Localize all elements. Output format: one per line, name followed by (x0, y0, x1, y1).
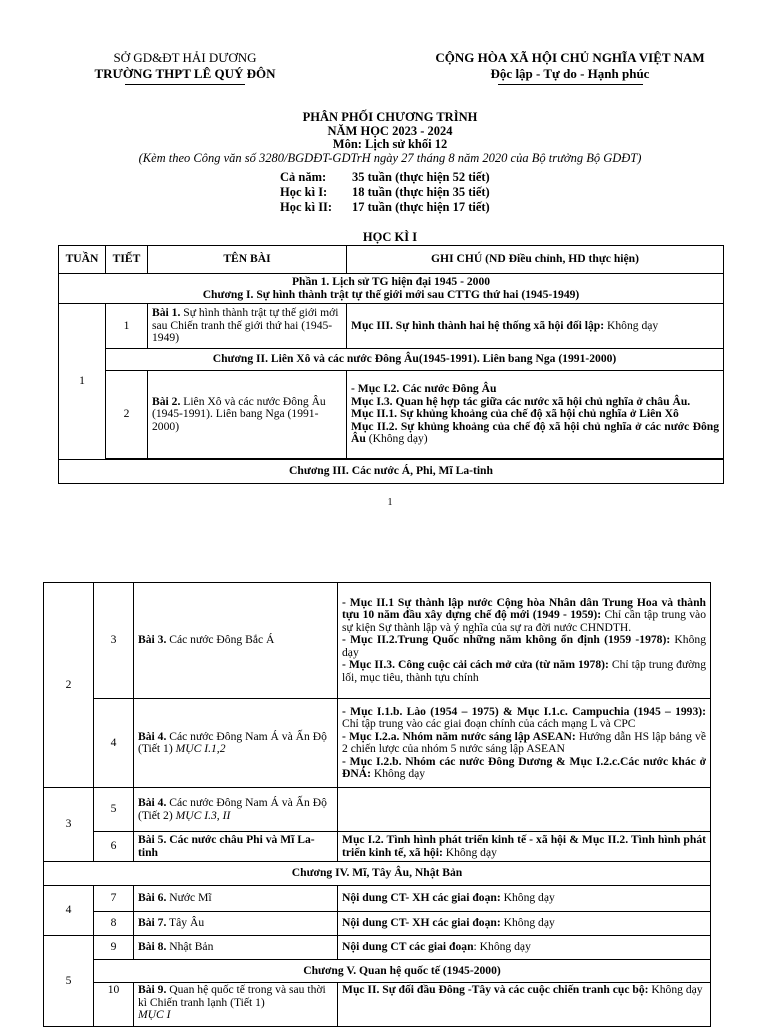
note-cell (338, 983, 711, 1027)
note-line (351, 421, 719, 446)
schedule-table-page2 (43, 582, 711, 1027)
lesson-number: Bài 9. (138, 983, 167, 996)
lesson-title: Sự hình thành trật tự thế giới mới sau Chiến tranh thế giới thứ hai (1945-1949) (152, 306, 339, 345)
note-text: Không dạy (648, 983, 703, 996)
col-header-note: GHI CHÚ (ND Điều chỉnh, HD thực hiện) (347, 246, 724, 274)
doc-title: PHÂN PHỐI CHƯƠNG TRÌNH (302, 110, 478, 124)
lesson-number: Bài 8. (138, 940, 167, 954)
note-bold: - Mục I.2.a. Nhóm năm nước sáng lập ASEAN: (342, 729, 576, 743)
table-row (44, 936, 711, 960)
header-left (70, 50, 300, 85)
lesson-cell (148, 371, 347, 459)
section-row (44, 960, 711, 983)
lesson-cell (134, 699, 338, 788)
note-bold: Mục I.2. Tình hình phát triển kinh tế - xã hội & Mục II.2. Tình hình phát triển kinh tế, xã hội: (342, 833, 706, 859)
table-row (44, 788, 711, 832)
week-cell: 2 (44, 583, 94, 788)
lesson-section: MỤC I (138, 1008, 171, 1021)
note-line (342, 597, 706, 635)
note-text: : Không dạy (473, 940, 531, 954)
note-cell (338, 886, 711, 912)
lesson-number: Bài 4. (138, 796, 167, 809)
note-cell (347, 304, 724, 349)
nation-name: CỘNG HÒA XÃ HỘI CHỦ NGHĨA VIỆT NAM (435, 50, 705, 65)
table-row (44, 912, 711, 936)
motto: Độc lập - Tự do - Hạnh phúc (490, 66, 650, 81)
note-text: Chỉ cần tập trung vào sự kiện Sự thành lập và ý nghĩa của sự ra đời nước CHNDTH. (342, 608, 706, 634)
lesson-section: MỤC I.1,2 (175, 742, 226, 755)
lesson-title: Tây Âu (166, 916, 205, 930)
legal-note: (Kèm theo Công văn số 3280/BGDĐT-GDTrH ngày 27 tháng 8 năm 2020 của Bộ trưởng Bộ GDĐT) (138, 150, 642, 165)
chapter-title: Chương V. Quan hệ quốc tế (1945-2000) (94, 960, 711, 983)
lesson-title: Các nước Đông Nam Á và Ấn Độ (166, 796, 327, 809)
chapter-title: Chương II. Liên Xô và các nước Đông Âu(1945-1991). Liên bang Nga (1991-2000) (106, 349, 724, 371)
lesson-title: Nước Mĩ (166, 891, 212, 905)
chapter-title: Chương I. Sự hình thành trật tự thế giới mới sau CTTG thứ hai (1945-1949) (202, 287, 580, 301)
note-cell (347, 371, 724, 459)
subject: Môn: Lịch sử khối 12 (332, 137, 448, 151)
col-header-period: TIẾT (106, 246, 148, 274)
period-cell: 3 (94, 583, 134, 699)
semester-title: HỌC KÌ I (362, 230, 418, 244)
lesson-cell (134, 583, 338, 699)
doc-title-block (0, 111, 768, 165)
section-row (59, 460, 724, 484)
summary-row-hk2 (280, 200, 490, 215)
lesson-title: Nhật Bản (166, 940, 214, 954)
note-cell (338, 936, 711, 960)
table-row (44, 699, 711, 788)
lesson-cell: Bài 5. Các nước châu Phi và Mĩ La-tinh (134, 832, 338, 862)
week-cell: 5 (44, 936, 94, 1027)
table-row (44, 583, 711, 699)
lesson-title: Liên Xô và các nước Đông Âu (1945-1991). Liên bang Nga (1991-2000) (152, 394, 326, 433)
period-cell: 6 (94, 832, 134, 862)
week-cell: 1 (59, 304, 106, 460)
note-text: Chỉ tập trung vào các giai đoạn chính của cách mạng L và CPC (342, 717, 636, 730)
lesson-cell (134, 886, 338, 912)
part-title: Phần 1. Lịch sử TG hiện đại 1945 - 2000 (291, 275, 491, 288)
page-number: 1 (387, 497, 393, 508)
section-row (44, 862, 711, 886)
school-year: NĂM HỌC 2023 - 2024 (327, 123, 453, 138)
lesson-number: Bài 2. (152, 394, 181, 408)
note-line (342, 659, 706, 684)
lesson-cell (134, 983, 338, 1027)
note-line (342, 706, 706, 731)
header-right (380, 50, 760, 85)
note-bold: - Mục I.1.b. Lào (1954 – 1975) & Mục I.1.c. Campuchia (1945 – 1993): (342, 704, 706, 718)
note-bold: Nội dung CT- XH các giai đoạn: (342, 891, 501, 905)
table-header-row (59, 246, 724, 274)
lesson-number: Bài 1. (152, 306, 181, 320)
lesson-number: Bài 3. (138, 633, 167, 647)
note-text: Không dạy (500, 891, 555, 905)
note-line (342, 731, 706, 756)
lesson-cell (134, 788, 338, 832)
period-cell: 10 (94, 983, 134, 1027)
note-line (342, 634, 706, 659)
summary-value: 18 tuần (thực hiện 35 tiết) (352, 185, 490, 199)
chapter-title: Chương IV. Mĩ, Tây Âu, Nhật Bản (44, 862, 711, 886)
lesson-number: Bài 6. (138, 891, 167, 905)
note-cell (338, 912, 711, 936)
lesson-title: Các nước Đông Bắc Á (166, 633, 275, 647)
school-underline (125, 84, 245, 85)
week-cell: 4 (44, 886, 94, 936)
note-cell (338, 699, 711, 788)
motto-underline (498, 84, 643, 85)
note-bold: Mục II. Sự đối đầu Đông -Tây và các cuộc chiến tranh cục bộ: (342, 983, 649, 996)
schedule-table-page1 (58, 245, 724, 484)
summary-row-hk1 (280, 185, 490, 200)
lesson-number: Bài 7. (138, 916, 167, 930)
note-bold: - Mục II.1 Sự thành lập nước Cộng hòa Nhân dân Trung Hoa và thành tựu 10 năm đầu xây dựng chế độ mới (1949 - 1959): (342, 595, 706, 622)
table-row (44, 832, 711, 862)
period-cell: 1 (106, 304, 148, 349)
period-cell: 7 (94, 886, 134, 912)
summary-block (280, 170, 490, 215)
lesson-sub: (Tiết 2) (138, 808, 176, 822)
summary-label: Học kì II: (280, 200, 333, 214)
summary-label: Cả năm: (280, 170, 327, 184)
period-cell: 9 (94, 936, 134, 960)
note-text: Chỉ tập trung đường lối, mục tiêu, thành tựu chính (342, 658, 706, 684)
note-text: Không dạy (442, 845, 497, 859)
note-line: - Mục I.2. Các nước Đông Âu (351, 382, 497, 396)
lesson-cell (134, 912, 338, 936)
note-text: Không dạy (604, 318, 659, 332)
lesson-title: Các nước Đông Nam Á và Ấn Độ (166, 729, 327, 743)
school-name: TRƯỜNG THPT LÊ QUÝ ĐÔN (94, 66, 276, 81)
summary-value: 35 tuần (thực hiện 52 tiết) (352, 170, 490, 184)
lesson-cell (134, 936, 338, 960)
note-line: Mục II.1. Sự khủng khoảng của chế độ xã hội chủ nghĩa ở Liên Xô (351, 407, 679, 421)
week-cell: 3 (44, 788, 94, 862)
table-row (44, 983, 711, 1027)
lesson-sub: (Tiết 1) (138, 742, 176, 755)
note-bold: - Mục I.2.b. Nhóm các nước Đông Dương & Mục I.2.c.Các nước khác ở ĐNÁ: (342, 754, 706, 780)
period-cell: 2 (106, 371, 148, 459)
section-row (59, 274, 724, 304)
section-row (59, 349, 724, 371)
col-header-week: TUẦN (59, 246, 106, 274)
lesson-section: MỤC I.3, II (175, 808, 231, 822)
note-bold: Mục III. Sự hình thành hai hệ thống xã hội đối lập: (351, 318, 605, 332)
note-bold: Nội dung CT các giai đoạn (342, 940, 474, 954)
note-bold: - Mục II.2.Trung Quốc những năm không ổn định (1959 -1978): (342, 633, 671, 647)
note-line (342, 756, 706, 781)
summary-row-year (280, 170, 490, 185)
note-text: Hướng dẫn HS lập bảng về 2 chiến lược của nhóm 5 nước sáng lập ASEAN (342, 729, 706, 755)
period-cell: 8 (94, 912, 134, 936)
lesson-title: Quan hệ quốc tế trong và sau thời kì Chiến tranh lạnh (Tiết 1) (138, 983, 326, 1009)
note-text: Không dạy (370, 767, 426, 780)
table-row (44, 886, 711, 912)
table-row (59, 304, 724, 349)
note-bold: Nội dung CT- XH các giai đoạn: (342, 916, 501, 930)
note-text: (Không dạy) (365, 432, 428, 446)
lesson-cell (148, 304, 347, 349)
note-text: Không dạy (342, 633, 706, 659)
note-cell (338, 788, 711, 832)
note-bold: Mục II.2. Sự khủng khoảng của chế độ xã hội chủ nghĩa ở các nước Đông Âu (351, 419, 719, 446)
chapter-title: Chương III. Các nước Á, Phi, Mĩ La-tinh (59, 460, 724, 484)
period-cell: 4 (94, 699, 134, 788)
note-bold: - Mục II.3. Công cuộc cải cách mở cửa (từ năm 1978): (342, 658, 609, 672)
table-row (59, 371, 724, 459)
lesson-number: Bài 4. (138, 729, 167, 743)
note-line: Mục I.3. Quan hệ hợp tác giữa các nước xã hội chủ nghĩa ở châu Âu. (351, 394, 691, 408)
col-header-lesson: TÊN BÀI (148, 246, 347, 274)
note-cell (338, 832, 711, 862)
summary-label: Học kì I: (280, 185, 328, 199)
period-cell: 5 (94, 788, 134, 832)
dept-name: SỞ GD&ĐT HẢI DƯƠNG (113, 50, 257, 65)
note-cell (338, 583, 711, 699)
note-text: Không dạy (500, 916, 555, 930)
summary-value: 17 tuần (thực hiện 17 tiết) (352, 200, 490, 214)
